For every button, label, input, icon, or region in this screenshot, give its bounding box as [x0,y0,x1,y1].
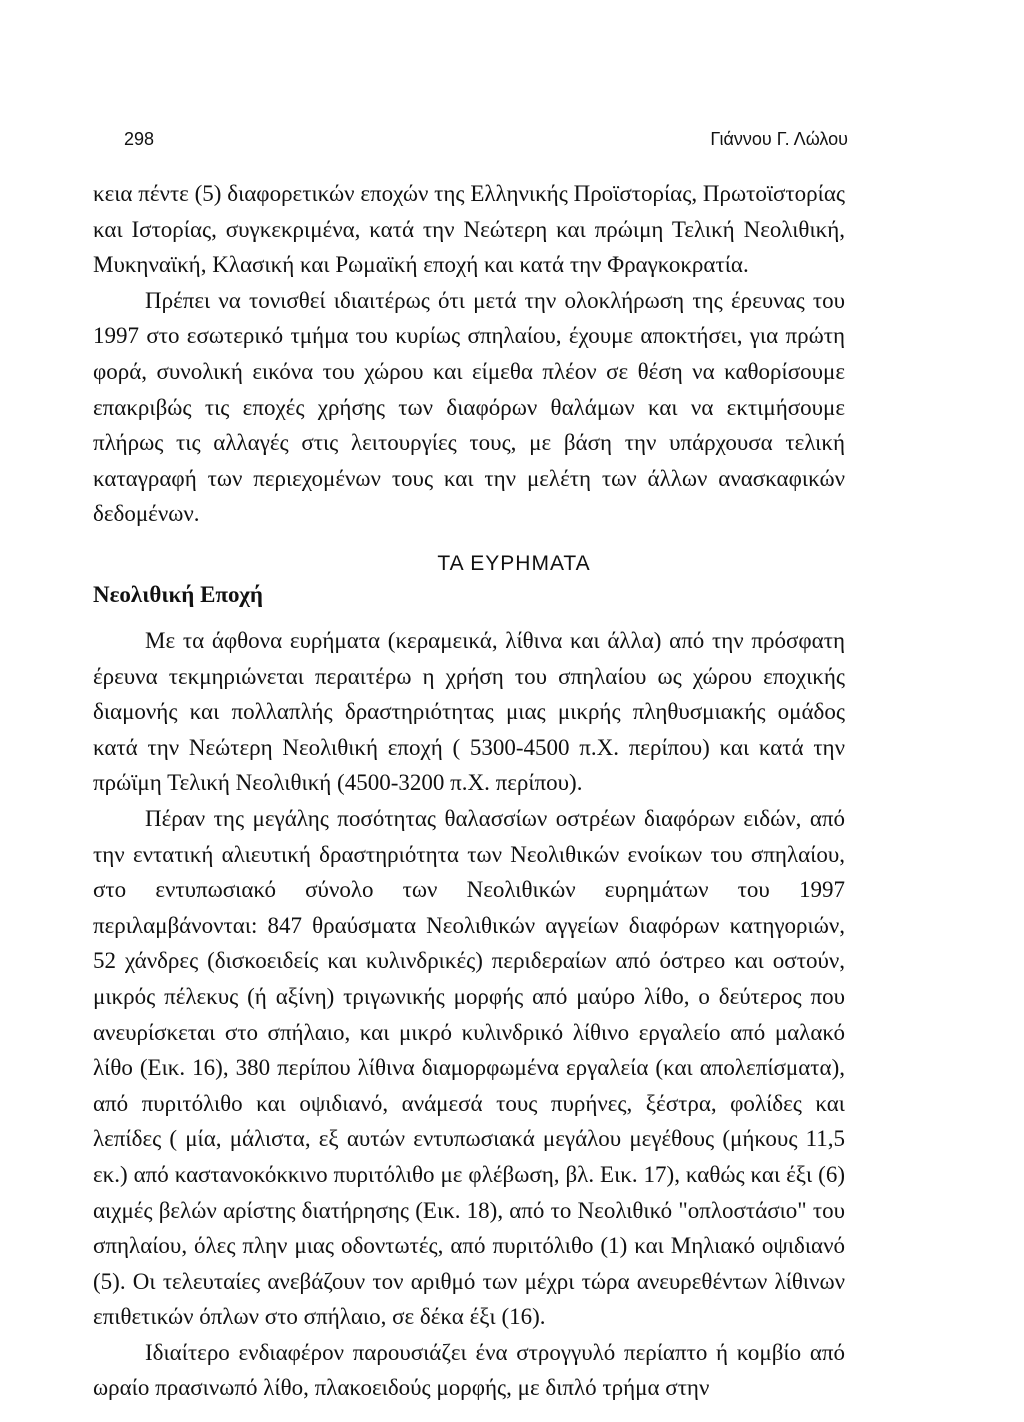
section-title: ΤΑ ΕΥΡΗΜΑΤΑ [437,552,591,575]
author-running-head: Γιάννου Γ. Λώλου [710,129,848,149]
page-number: 298 [124,129,155,149]
intro-text-block [93,176,845,532]
paragraph-neolithic-finds: Πέραν της μεγάλης ποσότητας θαλασσίων οστρέων διαφόρων ειδών, από την εντατική αλιευτική δραστηριότητα των Νεολιθικών ενοίκων του σπηλαίου, στο εντυπωσιακό σύνολο των Νεολιθικών ευρημάτων του 1997 περιλαμβάνονται: 847 θραύσματα Νεολιθικών αγγείων διαφόρων κατηγοριών, 52 χάνδρες (δισκοειδείς και κυλινδρικές) περιδεραίων από όστρεο και οστούν, μικρός πέλεκυς (ή αξίνη) τριγωνικής μορφής από μαύρο λίθο, ο δεύτερος που ανευρίσκεται στο σπήλαιο, και μικρό κυλινδρικό λίθινο εργαλείο από μαλακό λίθο (Εικ. 16), 380 περίπου λίθινα διαμορφωμένα εργαλεία (και απολεπίσματα), από πυριτόλιθο και οψιδιανό, ανάμεσά τους πυρήνες, ξέστρα, φολίδες και λεπίδες ( μία, μάλιστα, εξ αυτών εντυπωσιακά μεγάλου μεγέθους (μήκους 11,5 εκ.) από καστανοκόκκινο πυριτόλιθο με φλέβωση, βλ. Εικ. 17), καθώς και έξι (6) αιχμές βελών αρίστης διατήρησης (Εικ. 18), από το Νεολιθικό "οπλοστάσιο" του σπηλαίου, όλες πλην μιας οδοντωτές, από πυριτόλιθο (1) και Μηλιακό οψιδιανό (5). Οι τελευταίες ανεβάζουν τον αριθμό των μέχρι τώρα ανευρεθέντων λίθινων επιθετικών όπλων στο σπήλαιο, σε δέκα έξι (16). [93,805,845,1330]
findings-text-block [93,623,845,1406]
paragraph-research-1997: Πρέπει να τονισθεί ιδιαιτέρως ότι μετά την ολοκλήρωση της έρευνας του 1997 στο εσωτερικό τμήμα του κυρίως σπηλαίου, έχουμε αποκτήσει, για πρώτη φορά, συνολική εικόνα του χώρου και είμεθα πλέον σε θέση να καθορίσουμε επακριβώς τις εποχές χρήσης των διαφόρων θαλάμων και να εκτιμήσουμε πλήρως τις αλλαγές στις λειτουργίες τους, με βάση την υπάρχουσα τελική καταγραφή των περιεχομένων τους και την μελέτη των άλλων ανασκαφικών δεδομένων. [93,287,845,527]
paragraph-continuation: κεια πέντε (5) διαφορετικών εποχών της Ελληνικής Προϊστορίας, Πρωτοϊστορίας και Ιστορίας, συγκεκριμένα, κατά την Νεώτερη και πρώιμη Τελική Νεολιθική, Μυκηναϊκή, Κλασική και Ρωμαϊκή εποχή και κατά την Φραγκοκρατία. [93,181,845,278]
running-head [124,127,848,151]
subsection-title: Νεολιθική Εποχή [93,582,263,607]
paragraph-neolithic-use: Με τα άφθονα ευρήματα (κεραμεικά, λίθινα και άλλα) από την πρόσφατη έρευνα τεκμηριώνεται περαιτέρω η χρήση του σπηλαίου ως χώρου εποχικής διαμονής και πολλαπλής δραστηριότητας μιας μικρής πληθυσμιακής ομάδος κατά την Νεώτερη Νεολιθική εποχή ( 5300-4500 π.Χ. περίπου) και κατά την πρώϊμη Τελική Νεολιθική (4500-3200 π.Χ. περίπου). [93,628,845,796]
paragraph-pendant: Ιδιαίτερο ενδιαφέρον παρουσιάζει ένα στρογγυλό περίαπτο ή κομβίο από ωραίο πρασινωπό λίθο, πλακοειδούς μορφής, με διπλό τρήμα στην [93,1339,845,1401]
